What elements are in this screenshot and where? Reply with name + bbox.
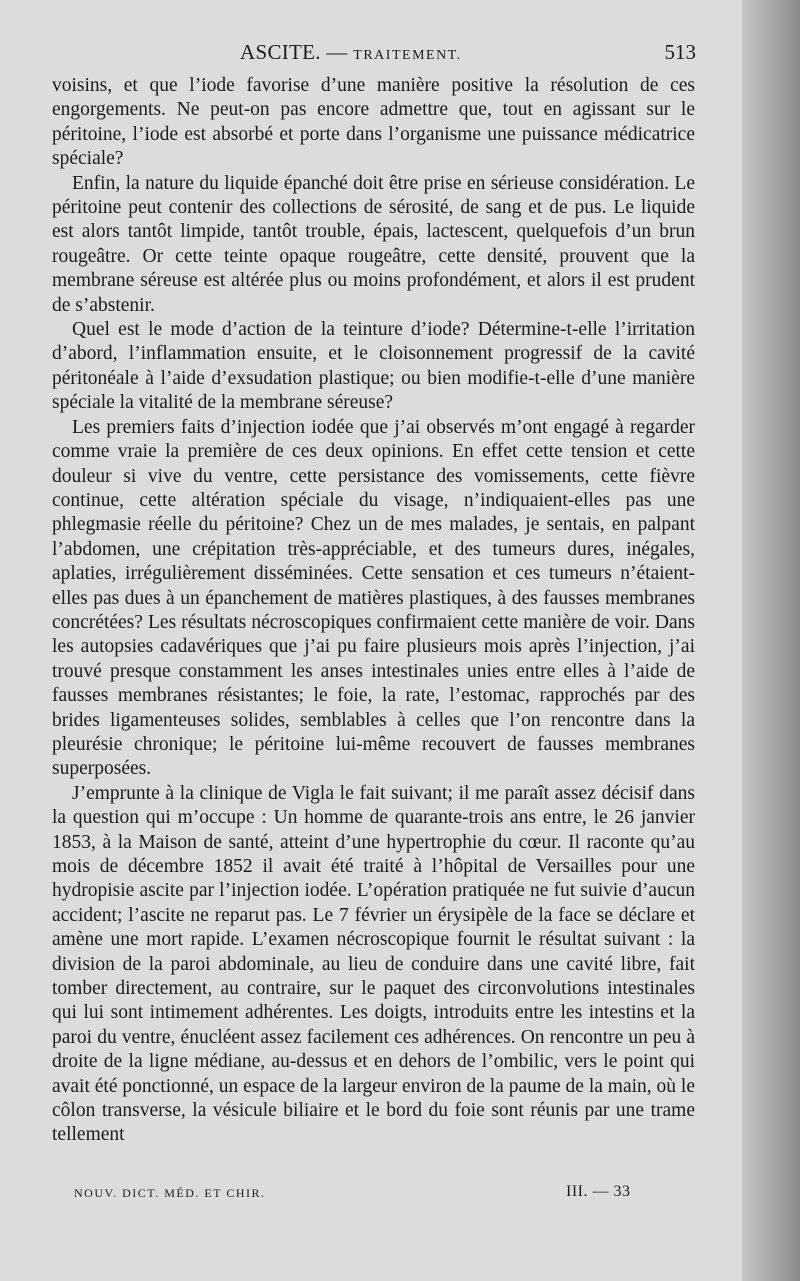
paragraph: Enfin, la nature du liquide épanché doit être prise en sérieuse considération. Le péritoine peut contenir des collections de sérosité, de sang et de pus. Le liquide est alors tantôt limpide, tantôt trouble, épais, lactescent, quelquefois d’un brun rougeâtre. Or cette teinte opaque rougeâtre, cette densité, prouvent que la membrane séreuse est altérée plus ou moins profondément, et alors il est prudent de s’abstenir. <box>52 172 695 316</box>
paragraph: voisins, et que l’iode favorise d’une manière positive la résolution de ces engorgements. Ne peut-on pas encore admettre que, tout en agissant sur le péritoine, l’iode est absorbé et porte dans l’organisme une puissance médicatrice spéciale? <box>52 75 695 170</box>
running-head-dash: — <box>326 40 348 64</box>
running-head-section: TRAITEMENT. <box>353 48 462 63</box>
page-number: 513 <box>664 40 696 64</box>
body-text <box>52 74 695 1148</box>
footer-publication: NOUV. DICT. MÉD. ET CHIR. <box>74 1186 266 1200</box>
paragraph: Quel est le mode d’action de la teinture d’iode? Détermine-t-elle l’irritation d’abord, l’inflammation ensuite, et le cloisonnement progressif de la cavité péritonéale à l’aide d’exsudation plastique; ou bien modifie-t-elle d’une manière spéciale la vitalité de la membrane séreuse? <box>52 319 695 414</box>
page-header <box>0 38 742 68</box>
paragraph: Les premiers faits d’injection iodée que j’ai observés m’ont engagé à regarder comme vraie la première de ces deux opinions. En effet cette tension et cette douleur si vive du ventre, cette persistance des vomissements, cette fièvre continue, cette altération spéciale du visage, n’indiquaient-elles pas une phlegmasie réelle du péritoine? Chez un de mes malades, je sentais, en palpant l’abdomen, une crépitation très-appréciable, et des tumeurs dures, inégales, aplaties, irrégulièrement disséminées. Cette sensation et ces tumeurs n’étaient-elles pas dues à un épanchement de matières plastiques, à des fausses membranes concrétées? Les résultats nécroscopiques confirmaient cette manière de voir. Dans les autopsies cadavériques que j’ai pu faire plusieurs mois après l’injection, j’ai trouvé presque constamment les anses intestinales unies entre elles à l’aide de fausses membranes résistantes; le foie, la rate, l’estomac, rapprochés par des brides ligamenteuses solides, semblables à celles que l’on rencontre dans la pleurésie chronique; le péritoine lui-même recouvert de fausses membranes superposées. <box>52 416 695 780</box>
paragraph: J’emprunte à la clinique de Vigla le fait suivant; il me paraît assez décisif dans la question qui m’occupe : Un homme de quarante-trois ans entre, le 26 janvier 1853, à la Maison de santé, atteint d’une hypertrophie du cœur. Il raconte qu’au mois de décembre 1852 il avait été traité à l’hôpital de Versailles pour une hydropisie ascite par l’injection iodée. L’opération pratiquée ne fut suivie d’aucun accident; l’ascite ne reparut pas. Le 7 février un érysipèle de la face se déclare et amène une mort rapide. L’examen nécroscopique fournit le résultat suivant : la division de la paroi abdominale, au lieu de conduire dans une cavité libre, fait tomber directement, au contraire, sur le paquet des circonvolutions intestinales qui lui sont intimement adhérentes. Les doigts, introduits entre les intestins et la paroi du ventre, énucléent assez facilement ces adhérences. On rencontre un peu à droite de la ligne médiane, au-dessus et en dehors de l’ombilic, vers le point qui avait été ponctionné, un espace de la largeur environ de la paume de la main, où le côlon transverse, la vésicule biliaire et le bord du foie sont réunis par une trame tellement <box>52 782 695 1146</box>
running-head-title: ASCITE. <box>240 40 321 64</box>
scan-background-strip <box>742 0 800 1281</box>
footer-signature: III. — 33 <box>566 1183 631 1200</box>
running-head <box>240 40 462 65</box>
page-footer <box>0 1183 742 1208</box>
